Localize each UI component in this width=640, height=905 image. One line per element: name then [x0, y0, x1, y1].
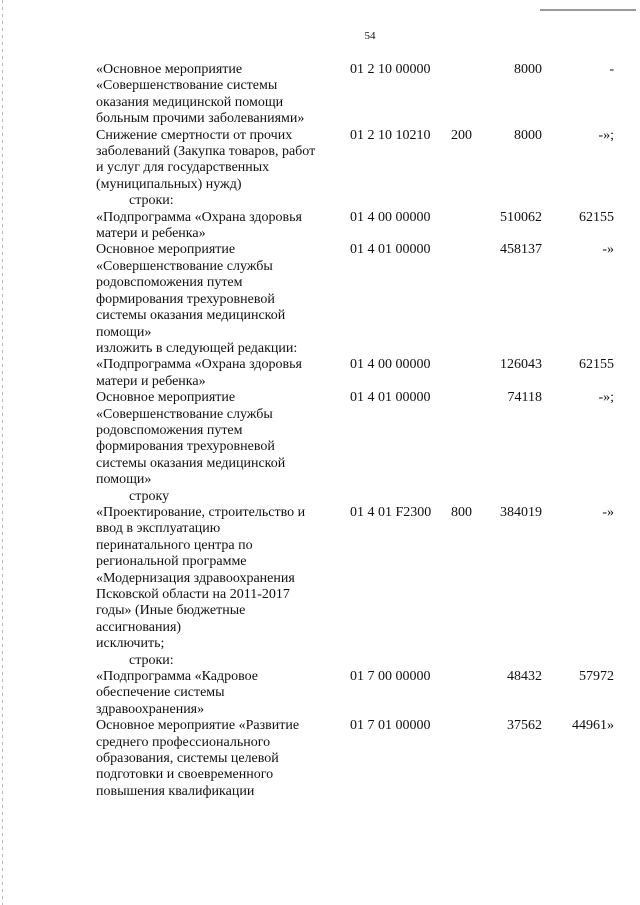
budget-code: 01 4 01 00000: [350, 390, 431, 406]
budget-row: [0, 128, 640, 194]
instruction-text: исключить;: [96, 636, 165, 652]
instruction-line: [0, 653, 640, 669]
amount-year-2: -»: [602, 242, 614, 258]
amount-year-1: 37562: [507, 718, 542, 734]
amount-year-1: 510062: [500, 209, 542, 225]
amount-year-2: 44961»: [572, 718, 614, 734]
budget-code: 01 4 00 00000: [350, 357, 431, 373]
expense-type: 800: [451, 504, 472, 520]
budget-row: [0, 210, 640, 243]
instruction-text: строки:: [129, 193, 174, 209]
budget-code: 01 4 01 00000: [350, 242, 431, 258]
instruction-text: строку: [129, 488, 170, 504]
amount-year-2: 62155: [579, 209, 614, 225]
budget-code: 01 7 01 00000: [350, 718, 431, 734]
amount-year-1: 384019: [500, 504, 542, 520]
scan-edge-top: [540, 9, 636, 11]
amount-year-1: 126043: [500, 357, 542, 373]
budget-row: [0, 357, 640, 390]
amount-year-2: 62155: [579, 357, 614, 373]
item-name: Основное мероприятие «Развитие среднего профессионального образования, системы целевой подготовки и своевременного повышения квалификации: [96, 718, 300, 799]
amount-year-2: 57972: [579, 669, 614, 685]
instruction-text: изложить в следующей редакции:: [96, 340, 298, 356]
page-number: 54: [364, 30, 376, 42]
budget-row: [0, 505, 640, 636]
amount-year-2: -: [609, 62, 614, 77]
instruction-line: [0, 636, 640, 652]
item-name: Основное мероприятие «Совершенствование службы родовспоможения путем формирования трехуровневой системы оказания медицинской помощи»: [96, 242, 286, 340]
budget-row: [0, 390, 640, 488]
expense-type: 200: [451, 127, 472, 143]
amount-year-1: 48432: [507, 669, 542, 685]
amount-year-2: -»: [602, 504, 614, 520]
budget-code: 01 2 10 10210: [350, 127, 431, 143]
item-name: «Подпрограмма «Охрана здоровья матери и ребенка»: [96, 357, 302, 389]
amount-year-2: -»;: [598, 390, 614, 406]
budget-row: [0, 242, 640, 340]
budget-code: 01 2 10 00000: [350, 62, 431, 77]
budget-row: [0, 669, 640, 718]
item-name: Снижение смертности от прочих заболеваний (Закупка товаров, работ и услуг для государственных (муниципальных) нужд): [96, 127, 316, 192]
budget-code: 01 7 00 00000: [350, 669, 431, 685]
budget-row: [0, 718, 640, 800]
budget-code: 01 4 01 F2300: [350, 504, 432, 520]
document-body: [0, 62, 640, 800]
amount-year-1: 8000: [514, 62, 542, 77]
amount-year-1: 458137: [500, 242, 542, 258]
item-name: «Подпрограмма «Охрана здоровья матери и ребенка»: [96, 209, 302, 242]
item-name: «Проектирование, строительство и ввод в эксплуатацию перинатального центра по региональной программе «Модернизация здравоохранения Псковской области на 2011-2017 годы» (Иные бюджетные ассигнования): [96, 504, 306, 635]
amount-year-2: -»;: [598, 127, 614, 143]
instruction-text: строки:: [129, 652, 174, 668]
instruction-line: [0, 489, 640, 505]
instruction-line: [0, 193, 640, 209]
item-name: Основное мероприятие «Совершенствование службы родовспоможения путем формирования трехуровневой системы оказания медицинской помощи»: [96, 390, 286, 488]
instruction-line: [0, 341, 640, 357]
budget-code: 01 4 00 00000: [350, 209, 431, 225]
item-name: «Основное мероприятие «Совершенствование системы оказания медицинской помощи больным прочими заболеваниями»: [96, 62, 305, 127]
amount-year-1: 8000: [514, 127, 542, 143]
amount-year-1: 74118: [507, 390, 542, 406]
budget-row: [0, 62, 640, 128]
item-name: «Подпрограмма «Кадровое обеспечение системы здравоохранения»: [96, 669, 259, 717]
